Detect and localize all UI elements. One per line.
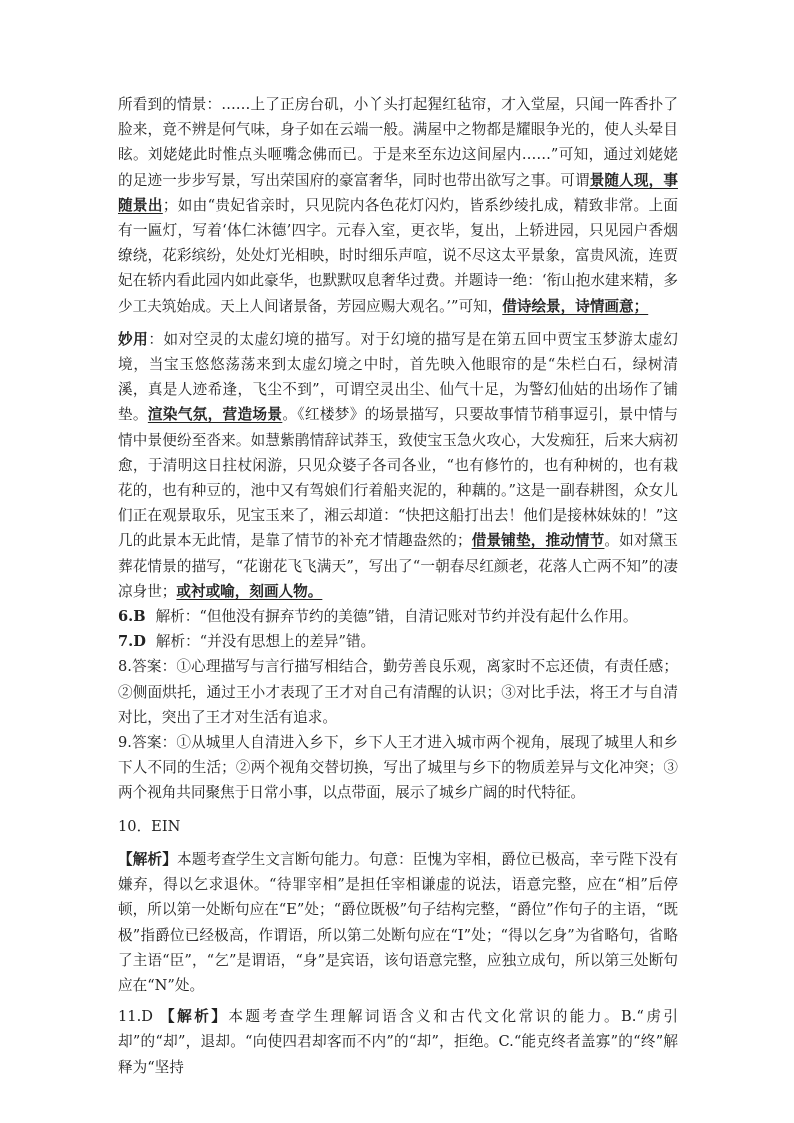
- emphasis-phrase: 景随人现，事随景出: [118, 171, 678, 214]
- answer-10-analysis: [118, 847, 678, 998]
- emphasis-phrase: 渲染气氛，营造场景: [147, 406, 283, 424]
- section-label: 妙用: [118, 330, 149, 348]
- analysis-tag: 【解析】: [118, 850, 177, 868]
- answer-text: 9.答案：①从城里人自清进入乡下，乡下人王才进入城市两个视角，展现了城里人和乡下人不同的生活；②两个视角交替切换，写出了城里与乡下的物质差异与文化冲突；③两个视角共同聚焦于日常小事，以点带面，展示了城乡广阔的时代特征。: [118, 734, 678, 802]
- answer-11: [118, 1004, 678, 1080]
- emphasis-phrase: 或衬或喻，刻画人物。: [176, 582, 323, 600]
- analysis-tag: 【解析】: [160, 1008, 229, 1026]
- paragraph-text: ；如由“贵妃省亲时，只见院内各色花灯闪灼，皆系纱绫扎成，精致非常。上面有一匾灯，写着‘体仁沐德’四字。元春入室，更衣毕，复出，上轿进园，只见园户香烟缭绕，花彩缤纷，处处灯光相映，时时细乐声喧，说不尽这太平景象，富贵风流，连贾妃在轿内看此园内如此豪华，也默默叹息奢华过费。并题诗一绝：‘衔山抱水建来精，多少工夫筑始成。天上人间诸景备，芳园应赐大观名。’”可知，: [118, 196, 678, 315]
- answer-9: [118, 730, 678, 806]
- document-body: [118, 92, 678, 1080]
- answer-number: 6.B: [118, 608, 146, 626]
- answer-6: [118, 604, 678, 629]
- paragraph-miaoyong: [118, 327, 678, 604]
- answer-number: 7.D: [118, 633, 146, 651]
- answer-number: 11.D: [118, 1008, 153, 1026]
- answer-10-number: [118, 814, 678, 839]
- emphasis-phrase: 借景铺垫，推动情节: [471, 532, 605, 550]
- answer-8: [118, 654, 678, 730]
- paragraph-text: ：如对空灵的太虚幻境的描写。对于幻境的描写是在第五回中贾宝玉梦游太虚幻境，当宝玉悠悠荡荡来到太虚幻境之中时，首先映入他眼帘的是“朱栏白石，绿树清溪，真是人迹希逢，飞尘不到”，可谓空灵出尘、仙气十足，为警幻仙姑的出场作了铺垫。: [118, 330, 678, 424]
- paragraph-text: 。《红楼梦》的场景描写，只要故事情节稍事逗引，景中情与情中景便纷至沓来。如慧紫鹃情辞试莽玉，致使宝玉急火攻心，大发痴狂，后来大病初愈，于清明这日拄杖闲游，只见众婆子各司各业，“也有修竹的，也有种树的，也有栽花的，也有种豆的，池中又有驾娘们行着船夹泥的，种藕的。”这是一副春耕图，众女儿们正在观景取乐，见宝玉来了，湘云却道：“快把这船打出去！他们是接林妹妹的！”这几的此景本无此情，是靠了情节的补充才情趣盎然的；: [118, 406, 678, 550]
- answer-text: 解析：“并没有思想上的差异”错。: [155, 633, 376, 651]
- answer-text: 8.答案：①心理描写与言行描写相结合，勤劳善良乐观，离家时不忘还债，有责任感；②侧面烘托，通过王小才表现了王才对自己有清醒的认识；③对比手法，将王才与自清对比，突出了王才对生活有追求。: [118, 658, 678, 726]
- paragraph-scene-description: [118, 92, 678, 319]
- answer-text: 本题考查学生理解词语含义和古代文化常识的能力。B.“虏引却”的“却”，退却。“向使四君却客而不内”的“却”，拒绝。C.“能克终者盖寡”的“终”解释为“坚持: [118, 1008, 678, 1076]
- answer-number: 10．EIN: [118, 817, 181, 835]
- answer-text: 本题考查学生文言断句能力。句意：臣愧为宰相，爵位已极高，幸亏陛下没有嫌弃，得以乞求退休。“待罪宰相”是担任宰相谦虚的说法，语意完整，应在“相”后停顿，所以第一处断句应在“E”处；“爵位既极”句子结构完整，“爵位”作句子的主语，“既极”指爵位已经极高，作谓语，所以第二处断句应在“I”处；“得以乞身”为省略句，省略了主语“臣”，“乞”是谓语，“身”是宾语，该句语意完整，应独立成句，所以第三处断句应在“N”处。: [118, 850, 678, 994]
- emphasis-phrase: 借诗绘景，诗情画意；: [502, 297, 649, 315]
- paragraph-text: 所看到的情景：……上了正房台矶，小丫头打起猩红毡帘，才入堂屋，只闻一阵香扑了脸来，竟不辨是何气味，身子如在云端一般。满屋中之物都是耀眼争光的，使人头晕目眩。刘姥姥此时惟点头咂嘴念佛而已。于是来至东边这间屋内……”可知，通过刘姥姥的足迹一步步写景，写出荣国府的豪富奢华，同时也带出欲写之事。可谓: [118, 96, 678, 189]
- paragraph-text: 。如对黛玉葬花情景的描写，“花谢花飞飞满天”，写出了“一朝春尽红颜老，花落人亡两不知”的凄凉身世；: [118, 532, 678, 600]
- answer-text: 解析：“但他没有摒弃节约的美德”错，自清记账对节约并没有起什么作用。: [155, 608, 638, 626]
- answer-7: [118, 629, 678, 654]
